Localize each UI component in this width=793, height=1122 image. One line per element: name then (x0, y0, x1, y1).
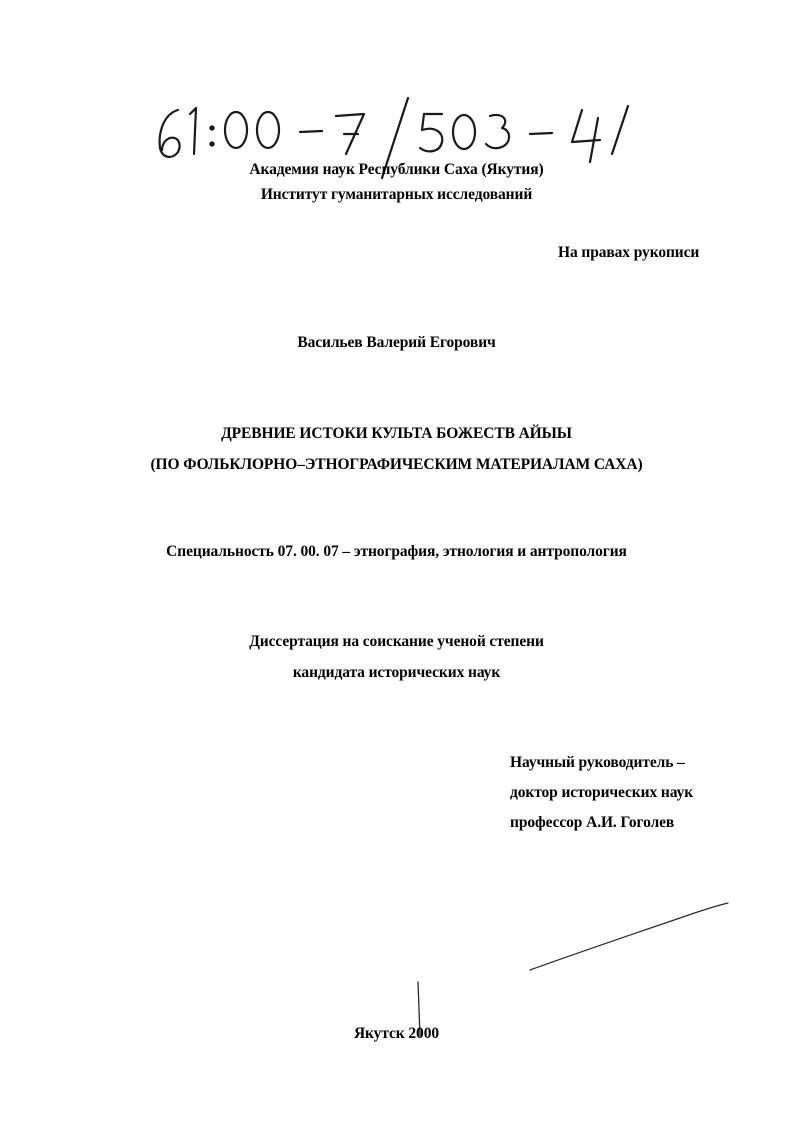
rights-notice: На правах рукописи (558, 244, 700, 261)
supervisor-line1: Научный руководитель – (510, 754, 685, 771)
author-name: Васильев Валерий Егорович (297, 334, 496, 351)
dissertation-purpose-line2: кандидата исторических наук (292, 664, 501, 681)
dissertation-title-line2: (ПО ФОЛЬКЛОРНО–ЭТНОГРАФИЧЕСКИМ МАТЕРИАЛАМ САХА) (150, 456, 643, 473)
dissertation-title-line1: ДРЕВНИЕ ИСТОКИ КУЛЬТА БОЖЕСТВ АЙЫЫ (221, 425, 572, 442)
supervisor-line3: профессор А.И. Гоголев (510, 814, 675, 831)
academy-name: Академия наук Республики Саха (Якутия) (249, 161, 544, 178)
dissertation-purpose-line1: Диссертация на соискание ученой степени (249, 633, 544, 650)
specialty: Специальность 07. 00. 07 – этнография, этнология и антропология (166, 543, 627, 560)
city-year: Якутск 2000 (353, 1025, 440, 1042)
institute-name: Институт гуманитарных исследований (260, 186, 533, 203)
supervisor-line2: доктор исторических наук (510, 784, 694, 801)
